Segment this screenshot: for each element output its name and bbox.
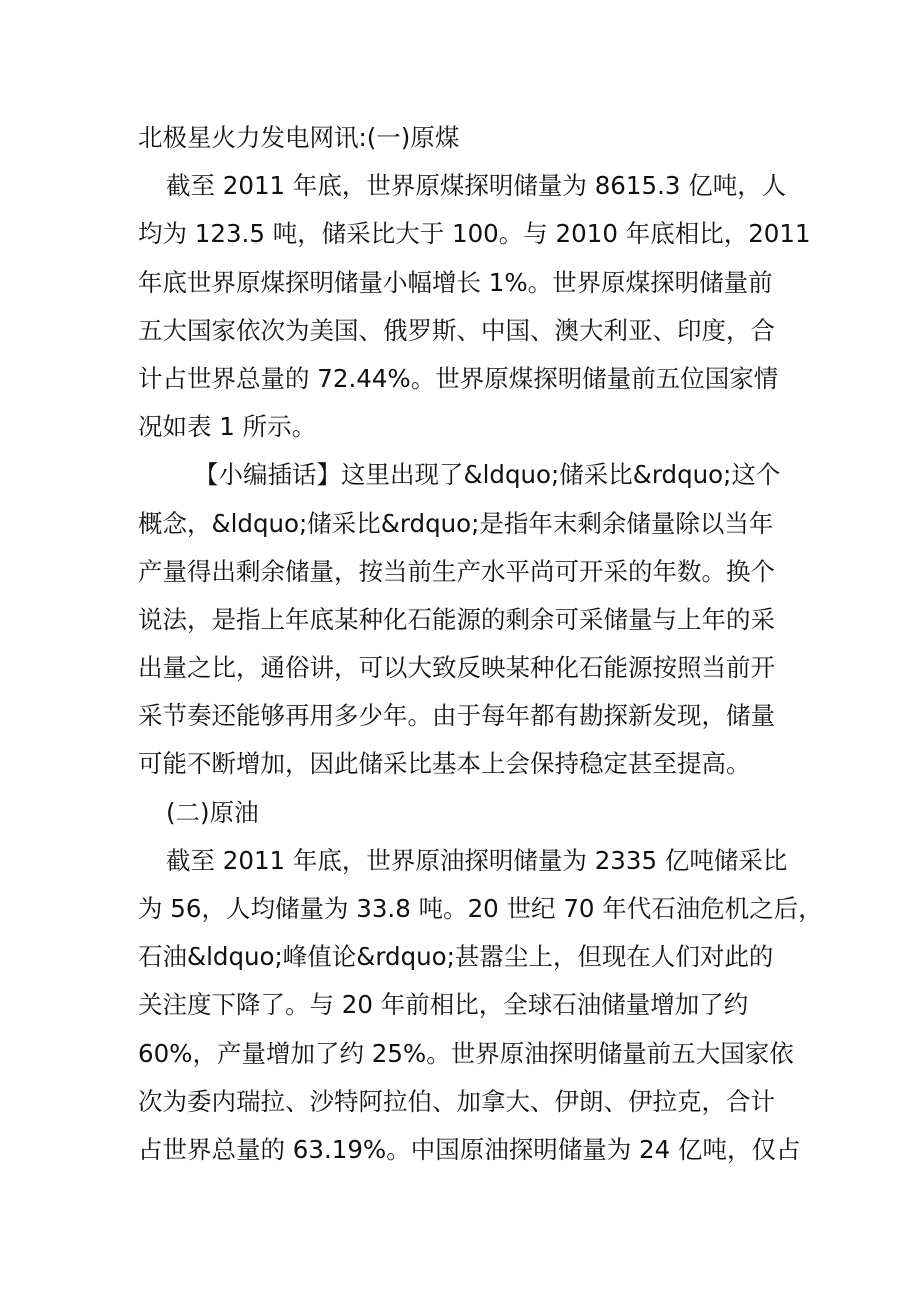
paragraph-line: 为 56，人均储量为 33.8 吨。20 世纪 70 年代石油危机之后，	[138, 894, 823, 923]
section-title-oil: (二)原油	[166, 797, 259, 827]
paragraph-line: 采节奏还能够再用多少年。由于每年都有勘探新发现，储量	[138, 701, 775, 731]
paragraph-line: 可能不断增加，因此储采比基本上会保持稳定甚至提高。	[138, 749, 751, 779]
paragraph-line: 年底世界原煤探明储量小幅增长 1%。世界原煤探明储量前	[138, 267, 773, 297]
coal-paragraph	[138, 162, 811, 451]
paragraph-line: 占世界总量的 63.19%。中国原油探明储量为 24 亿吨，仅占	[138, 1134, 801, 1164]
paragraph-line: 石油&ldquo;峰值论&rdquo;甚嚣尘上，但现在人们对此的	[138, 942, 774, 972]
paragraph-line: 产量得出剩余储量，按当前生产水平尚可开采的年数。换个	[138, 556, 775, 586]
paragraph-line: 均为 123.5 吨，储采比大于 100。与 2010 年底相比，2011	[138, 219, 811, 249]
paragraph-line: 60%，产量增加了约 25%。世界原油探明储量前五大国家依	[138, 1038, 794, 1068]
paragraph-line: 关注度下降了。与 20 年前相比，全球石油储量增加了约	[138, 990, 749, 1020]
editor-note-paragraph	[138, 451, 788, 788]
paragraph-line: 次为委内瑞拉、沙特阿拉伯、加拿大、伊朗、伊拉克，合计	[138, 1086, 775, 1116]
paragraph-line: 计占世界总量的 72.44%。世界原煤探明储量前五位国家情	[138, 363, 779, 393]
paragraph-line: 概念，&ldquo;储采比&rdquo;是指年末剩余储量除以当年	[138, 508, 774, 538]
section-title-coal: 北极星火力发电网讯:(一)原煤	[138, 123, 460, 152]
paragraph-line: 五大国家依次为美国、俄罗斯、中国、澳大利亚、印度，合	[138, 315, 775, 345]
paragraph-line: 截至 2011 年底，世界原煤探明储量为 8615.3 亿吨，人	[166, 171, 787, 201]
paragraph-line: 截至 2011 年底，世界原油探明储量为 2335 亿吨储采比	[166, 845, 788, 875]
document-body	[138, 114, 823, 1174]
paragraph-line: 况如表 1 所示。	[138, 412, 317, 442]
paragraph-line: 出量之比，通俗讲，可以大致反映某种化石能源按照当前开	[138, 653, 775, 683]
paragraph-line: 【小编插话】这里出现了&ldquo;储采比&rdquo;这个	[194, 460, 781, 490]
oil-paragraph	[138, 837, 823, 1174]
paragraph-line: 说法，是指上年底某种化石能源的剩余可采储量与上年的采	[138, 604, 775, 634]
